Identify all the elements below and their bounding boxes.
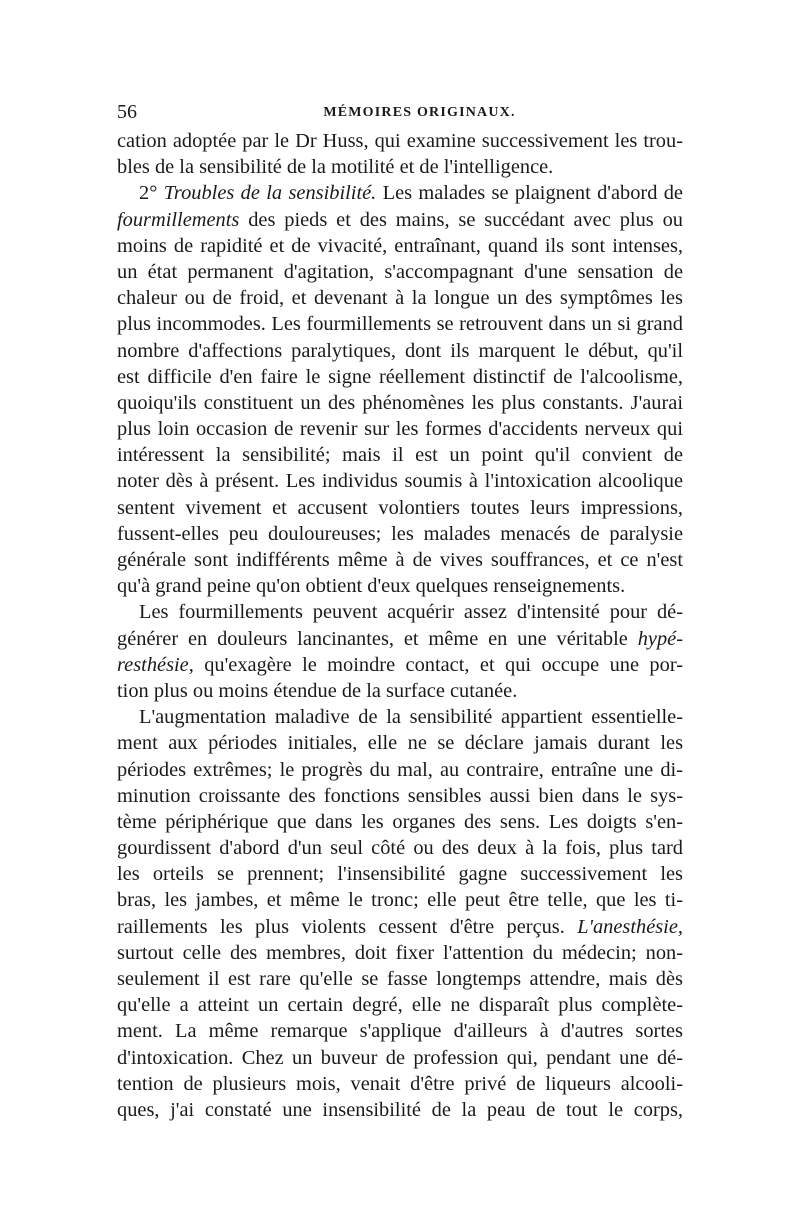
text-line — [117, 809, 683, 835]
line-text: bras, les jambes, et même le tronc; elle peut être telle, que les ti- — [117, 889, 683, 912]
line-text: chaleur ou de froid, et devenant à la longue un des symptômes les — [117, 287, 683, 310]
line-text: intéressent la sensibilité; mais il est un point qu'il convient de — [117, 444, 683, 467]
italic-text: fourmillements — [117, 208, 240, 231]
line-text: ment aux périodes initiales, elle ne se déclare jamais durant les — [117, 732, 683, 755]
text-line — [117, 468, 683, 494]
line-text: qu'elle a atteint un certain degré, elle ne disparaît plus complète- — [117, 994, 683, 1017]
text-line — [117, 626, 683, 652]
text-line — [117, 757, 683, 783]
text-line — [117, 442, 683, 468]
text-line — [117, 914, 683, 940]
italic-text: hypé- — [637, 627, 683, 650]
line-text: générale sont indifférents même à de vives souffrances, et ce n'est — [117, 549, 683, 571]
line-text: tème périphérique que dans les organes des sens. Les doigts s'en- — [117, 810, 683, 833]
line-text: plus incommodes. Les fourmillements se retrouvent dans un si grand — [117, 313, 683, 336]
running-head — [117, 100, 682, 126]
text-line — [117, 547, 683, 573]
italic-text: resthésie, — [117, 653, 194, 676]
line-text: Les malades se plaignent d'abord de — [376, 182, 683, 205]
text-line — [117, 1045, 683, 1071]
text-line — [117, 521, 683, 547]
line-text: est difficile d'en faire le signe réellement distinctif de l'alcoolisme, — [117, 365, 683, 388]
line-text: sentent vivement et accusent volontiers toutes leurs impressions, — [117, 496, 683, 519]
line-text: quoiqu'ils constituent un des phénomènes les plus constants. J'aurai — [117, 391, 683, 414]
page-number: 56 — [117, 101, 137, 123]
line-text: un état permanent d'agitation, s'accompagnant d'une sensation de — [117, 260, 683, 283]
line-text: bles de la sensibilité de la motilité et de l'intelligence. — [117, 156, 554, 179]
line-text: plus loin occasion de revenir sur les formes d'accidents nerveux qui — [117, 418, 683, 441]
body-text — [117, 128, 683, 1123]
line-text: ment. La même remarque s'applique d'ailleurs à d'autres sortes — [117, 1020, 683, 1043]
line-text: surtout celle des membres, doit fixer l'attention du médecin; non- — [117, 941, 683, 964]
line-text: qu'à grand peine qu'on obtient d'eux quelques renseignements. — [117, 575, 626, 598]
text-line — [117, 704, 683, 730]
text-line — [117, 180, 683, 206]
text-line — [117, 678, 683, 704]
line-text: cation adoptée par le Dr Huss, qui examine successivement les trou- — [117, 130, 683, 152]
running-title: MÉMOIRES ORIGINAUX. — [323, 105, 516, 120]
line-text: 2° — [139, 182, 164, 205]
text-line — [117, 783, 683, 809]
text-line — [117, 259, 683, 285]
text-line — [117, 940, 683, 966]
line-text: tion plus ou moins étendue de la surface cutanée. — [117, 679, 518, 702]
line-text: générer en douleurs lancinantes, et même en une véritable — [117, 627, 638, 650]
text-line — [117, 364, 683, 390]
italic-text: Troubles de la sensibilité. — [163, 182, 377, 205]
line-text: nombre d'affections paralytiques, dont ils marquent le début, qu'il — [117, 339, 683, 362]
line-text: L'augmentation maladive de la sensibilité appartient essentielle- — [139, 706, 683, 729]
text-line — [117, 730, 683, 756]
text-line — [117, 887, 683, 913]
line-text: seulement il est rare qu'elle se fasse longtemps attendre, mais dès — [117, 968, 683, 990]
text-line — [117, 338, 683, 364]
text-line — [117, 207, 683, 233]
italic-text: L'anesthésie, — [577, 915, 683, 938]
text-line — [117, 495, 683, 521]
line-text: raillements les plus violents cessent d'être perçus. — [117, 915, 578, 938]
line-text: Les fourmillements peuvent acquérir assez d'intensité pour dé- — [139, 601, 683, 624]
text-line — [117, 285, 683, 311]
text-line — [117, 1097, 683, 1123]
line-text: minution croissante des fonctions sensibles aussi bien dans le sys- — [117, 784, 683, 807]
line-text: des pieds et des mains, se succédant avec plus ou — [239, 208, 683, 231]
text-line — [117, 652, 683, 678]
line-text: les orteils se prennent; l'insensibilité gagne successivement les — [117, 863, 683, 886]
text-line — [117, 416, 683, 442]
line-text: gourdissent d'abord d'un seul côté ou des deux à la fois, plus tard — [117, 837, 683, 860]
text-line — [117, 1071, 683, 1097]
line-text: d'intoxication. Chez un buveur de profession qui, pendant une dé- — [117, 1046, 683, 1069]
line-text: qu'exagère le moindre contact, et qui occupe une por- — [193, 653, 683, 676]
text-line — [117, 311, 683, 337]
text-line — [117, 1018, 683, 1044]
text-line — [117, 966, 683, 992]
line-text: noter dès à présent. Les individus soumis à l'intoxication alcoolique — [117, 470, 683, 493]
line-text: tention de plusieurs mois, venait d'être privé de liqueurs alcooli- — [117, 1072, 683, 1095]
text-line — [117, 390, 683, 416]
text-line — [117, 861, 683, 887]
text-line — [117, 835, 683, 861]
line-text: ques, j'ai constaté une insensibilité de la peau de tout le corps, — [117, 1098, 683, 1121]
text-line — [117, 154, 683, 180]
text-line — [117, 599, 683, 625]
text-line — [117, 233, 683, 259]
line-text: moins de rapidité et de vivacité, entraînant, quand ils sont intenses, — [117, 234, 683, 257]
line-text: fussent-elles peu douloureuses; les malades menacés de paralysie — [117, 522, 683, 545]
line-text: périodes extrêmes; le progrès du mal, au contraire, entraîne une di- — [117, 758, 683, 781]
text-line — [117, 992, 683, 1018]
text-line — [117, 573, 683, 599]
text-line — [117, 128, 683, 154]
